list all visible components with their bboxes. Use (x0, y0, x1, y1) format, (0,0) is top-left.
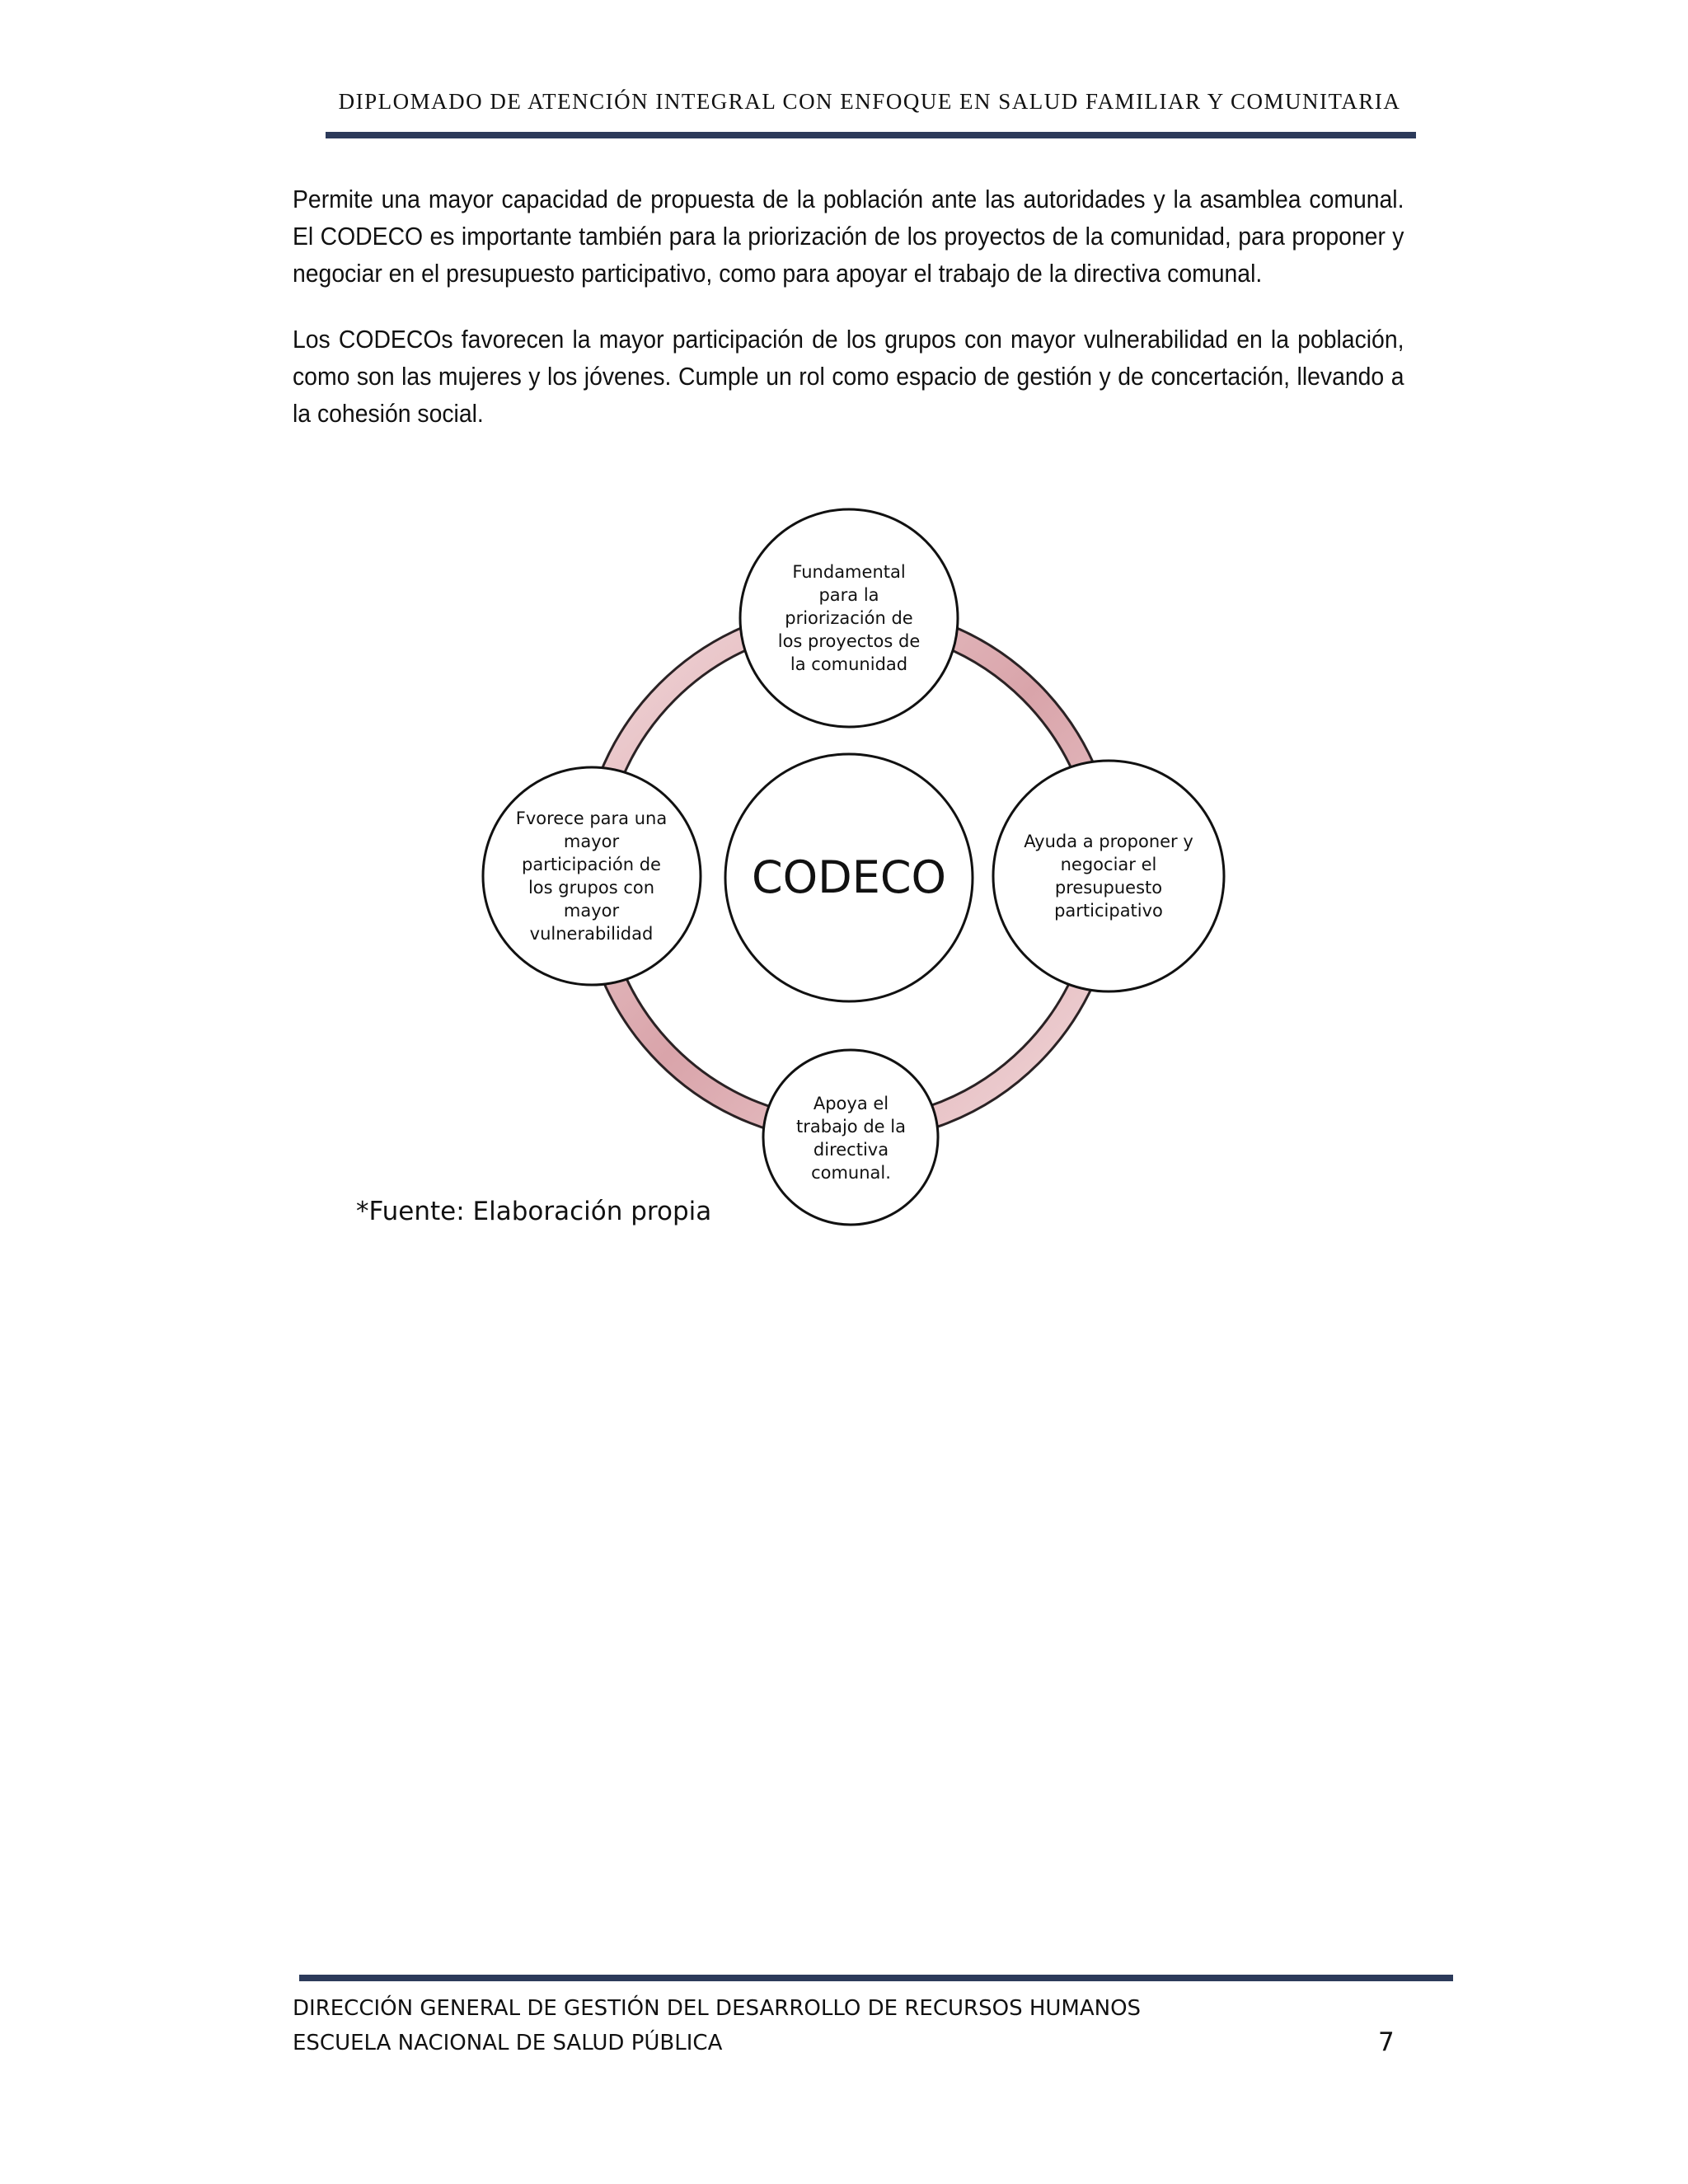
node-bottom-label: Apoya el trabajo de la directiva comunal. (796, 1093, 906, 1183)
page-header-title: DIPLOMADO DE ATENCIÓN INTEGRAL CON ENFOQUE EN SALUD FAMILIAR Y COMUNITARIA (338, 89, 1401, 114)
footer-line-1: DIRECCIÓN GENERAL DE GESTIÓN DEL DESARROLLO DE RECURSOS HUMANOS (293, 1996, 1142, 2021)
footer-line-2: ESCUELA NACIONAL DE SALUD PÚBLICA (293, 2031, 723, 2055)
body-paragraph-2: Los CODECOs favorecen la mayor participación de los grupos con mayor vulnerabilidad en la población, como son las mujeres y los jóvenes. Cumple un rol como espacio de gestión y de concertación, llevando a la cohesión social. (293, 326, 1404, 428)
figure-source-note: *Fuente: Elaboración propia (356, 1197, 712, 1226)
page-number: 7 (1378, 2027, 1395, 2057)
node-right-label: Ayuda a proponer y negociar el presupuesto participativo (1024, 831, 1193, 921)
node-top-label: Fundamental para la priorización de los proyectos de la comunidad (777, 562, 921, 674)
node-left-label: Fvorece para una mayor participación de los grupos con mayor vulnerabilidad (515, 808, 668, 944)
body-paragraph-1: Permite una mayor capacidad de propuesta de la población ante las autoridades y la asamblea comunal. El CODECO es importante también para la priorización de los proyectos de la comunidad, para proponer y negociar en el presupuesto participativo, como para apoyar el trabajo de la directiva comunal. (293, 185, 1404, 288)
footer-divider (299, 1975, 1453, 1981)
center-label: CODECO (751, 851, 947, 903)
